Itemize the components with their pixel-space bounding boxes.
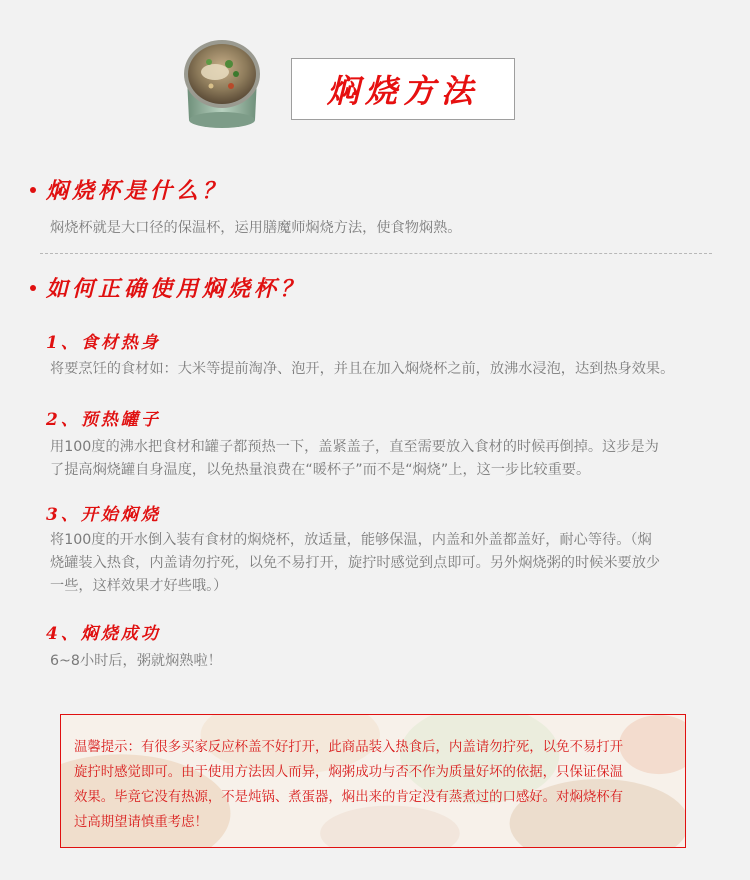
notice-line: 过高期望请慎重考虑！ <box>74 815 208 830</box>
section-body-text: 焖烧杯就是大口径的保温杯，运用膳魔师焖烧方法，使食物焖熟。 <box>50 220 462 236</box>
step-4-text: 6~8小时后，粥就焖熟啦！ <box>50 653 222 669</box>
notice-line: 温馨提示：有很多买家反应杯盖不好打开，此商品装入热食后，内盖请勿拧死，以免不易打开 <box>74 740 624 755</box>
notice-line: 效果。毕竟它没有热源，不是炖锅、煮蛋器，焖出来的肯定没有蒸煮过的口感好。对焖烧杯有 <box>74 790 624 805</box>
step-2-text-line-1: 用100度的沸水把食材和罐子都预热一下，盖紧盖子，直至需要放入食材的时候再倒掉。这步是为 <box>50 439 659 455</box>
food-jar-image <box>181 34 263 134</box>
step-2-text-line-2: 了提高焖烧罐自身温度，以免热量浪费在“暖杯子”而不是“焖烧”上，这一步比较重要。 <box>50 462 591 478</box>
step-1-text: 将要烹饪的食材如：大米等提前淘净、泡开，并且在加入焖烧杯之前，放沸水浸泡，达到热身效果。 <box>50 361 675 377</box>
bullet-icon <box>30 285 36 291</box>
section-heading-text: 如何正确使用焖烧杯？ <box>46 276 307 302</box>
notice-box <box>60 714 686 848</box>
step-1-title: 1、食材热身 <box>46 333 161 353</box>
step-2-title: 2、预热罐子 <box>46 410 161 430</box>
section-heading-text: 焖烧杯是什么？ <box>46 178 229 204</box>
step-3-title: 3、开始焖烧 <box>46 505 161 525</box>
step-4-title: 4、焖烧成功 <box>46 624 161 644</box>
step-3-text-line-1: 将100度的开水倒入装有食材的焖烧杯，放适量，能够保温，内盖和外盖都盖好，耐心等待。（焖 <box>50 532 652 548</box>
header <box>0 0 750 150</box>
step-3-text-line-3: 一些，这样效果才好些哦。） <box>50 578 228 594</box>
page-title: 焖烧方法 <box>291 58 515 120</box>
bullet-icon <box>30 187 36 193</box>
notice-text <box>74 735 679 835</box>
section-heading-usage <box>30 272 306 303</box>
section-heading-what <box>30 174 228 205</box>
notice-line: 旋拧时感觉即可。由于使用方法因人而异，焖粥成功与否不作为质量好坏的依据，只保证保温 <box>74 765 624 780</box>
divider <box>40 253 712 254</box>
step-3-text-line-2: 烧罐装入热食，内盖请勿拧死，以免不易打开，旋拧时感觉到点即可。另外焖烧粥的时候米要放少 <box>50 555 661 571</box>
